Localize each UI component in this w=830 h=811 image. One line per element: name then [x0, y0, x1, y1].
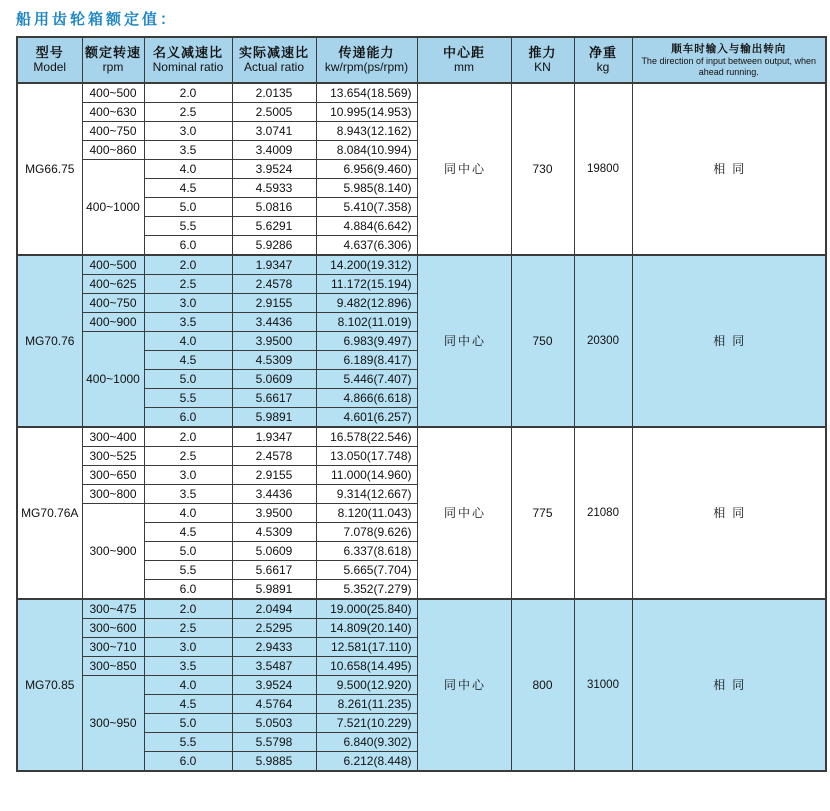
col-header-net-weight-zh: 净重: [588, 44, 617, 60]
rated-speed-cell: 400~625: [82, 275, 144, 294]
capacity-cell: 13.654(18.569): [316, 83, 417, 103]
col-header-nominal-ratio-en: Nominal ratio: [152, 60, 224, 75]
col-header-model: [17, 37, 82, 83]
nominal-ratio-cell: 2.5: [144, 275, 232, 294]
nominal-ratio-cell: 5.5: [144, 561, 232, 580]
nominal-ratio-cell: 4.0: [144, 160, 232, 179]
col-header-capacity: [316, 37, 417, 83]
capacity-cell: 5.665(7.704): [316, 561, 417, 580]
direction-cell: 相同: [632, 83, 826, 255]
actual-ratio-cell: 3.9500: [232, 332, 316, 351]
nominal-ratio-cell: 3.5: [144, 313, 232, 332]
capacity-cell: 5.446(7.407): [316, 370, 417, 389]
capacity-cell: 4.866(6.618): [316, 389, 417, 408]
capacity-cell: 12.581(17.110): [316, 638, 417, 657]
center-distance-cell: 同中心: [417, 255, 511, 427]
nominal-ratio-cell: 4.5: [144, 351, 232, 370]
rated-speed-cell: 400~630: [82, 103, 144, 122]
col-header-model-en: Model: [33, 60, 67, 75]
nominal-ratio-cell: 2.0: [144, 599, 232, 619]
actual-ratio-cell: 4.5309: [232, 351, 316, 370]
actual-ratio-cell: 5.6617: [232, 389, 316, 408]
capacity-cell: 13.050(17.748): [316, 447, 417, 466]
nominal-ratio-cell: 3.5: [144, 657, 232, 676]
actual-ratio-cell: 5.9891: [232, 580, 316, 600]
col-header-thrust-en: KN: [534, 60, 551, 75]
net-weight-cell: 20300: [574, 255, 632, 427]
actual-ratio-cell: 2.4578: [232, 275, 316, 294]
actual-ratio-cell: 5.6617: [232, 561, 316, 580]
nominal-ratio-cell: 2.5: [144, 447, 232, 466]
capacity-cell: 6.840(9.302): [316, 733, 417, 752]
col-header-actual-ratio-en: Actual ratio: [243, 60, 305, 75]
capacity-cell: 19.000(25.840): [316, 599, 417, 619]
rated-speed-cell: 400~500: [82, 83, 144, 103]
actual-ratio-cell: 5.0609: [232, 542, 316, 561]
direction-cell: 相同: [632, 599, 826, 771]
actual-ratio-cell: 5.9891: [232, 408, 316, 428]
nominal-ratio-cell: 4.0: [144, 332, 232, 351]
col-header-actual-ratio: [232, 37, 316, 83]
center-distance-cell: 同中心: [417, 427, 511, 599]
col-header-nominal-ratio: [144, 37, 232, 83]
rated-speed-cell: 300~525: [82, 447, 144, 466]
nominal-ratio-cell: 4.5: [144, 523, 232, 542]
actual-ratio-cell: 3.5487: [232, 657, 316, 676]
col-header-nominal-ratio-zh: 名义减速比: [152, 44, 223, 60]
model-cell: MG70.76: [17, 255, 82, 427]
page-title: 船用齿轮箱额定值：: [16, 11, 179, 28]
nominal-ratio-cell: 5.0: [144, 714, 232, 733]
col-header-center-distance: [417, 37, 511, 83]
col-header-capacity-en: kw/rpm(ps/rpm): [324, 60, 409, 75]
rated-speed-cell: 400~500: [82, 255, 144, 275]
actual-ratio-cell: 3.4436: [232, 313, 316, 332]
actual-ratio-cell: 5.0609: [232, 370, 316, 389]
nominal-ratio-cell: 4.0: [144, 504, 232, 523]
rated-speed-cell: 400~750: [82, 294, 144, 313]
nominal-ratio-cell: 3.5: [144, 141, 232, 160]
col-header-center-distance-zh: 中心距: [442, 44, 485, 60]
nominal-ratio-cell: 5.0: [144, 542, 232, 561]
nominal-ratio-cell: 6.0: [144, 752, 232, 772]
capacity-cell: 6.189(8.417): [316, 351, 417, 370]
net-weight-cell: 31000: [574, 599, 632, 771]
actual-ratio-cell: 2.4578: [232, 447, 316, 466]
capacity-cell: 9.482(12.896): [316, 294, 417, 313]
capacity-cell: 6.956(9.460): [316, 160, 417, 179]
capacity-cell: 6.983(9.497): [316, 332, 417, 351]
rated-speed-cell: 300~475: [82, 599, 144, 619]
nominal-ratio-cell: 3.0: [144, 638, 232, 657]
rated-speed-cell: 400~900: [82, 313, 144, 332]
col-header-rpm-en: rpm: [102, 60, 124, 75]
rated-speed-cell: 400~750: [82, 122, 144, 141]
nominal-ratio-cell: 6.0: [144, 580, 232, 600]
capacity-cell: 8.102(11.019): [316, 313, 417, 332]
nominal-ratio-cell: 3.5: [144, 485, 232, 504]
table-row: [17, 255, 826, 275]
actual-ratio-cell: 2.9155: [232, 294, 316, 313]
thrust-cell: 800: [511, 599, 574, 771]
actual-ratio-cell: 5.0503: [232, 714, 316, 733]
actual-ratio-cell: 1.9347: [232, 427, 316, 447]
col-header-thrust-zh: 推力: [528, 44, 557, 60]
col-header-model-zh: 型号: [35, 44, 64, 60]
table-row: [17, 599, 826, 619]
nominal-ratio-cell: 2.5: [144, 619, 232, 638]
model-cell: MG70.76A: [17, 427, 82, 599]
capacity-cell: 8.261(11.235): [316, 695, 417, 714]
thrust-cell: 730: [511, 83, 574, 255]
actual-ratio-cell: 1.9347: [232, 255, 316, 275]
capacity-cell: 4.601(6.257): [316, 408, 417, 428]
table-body: [17, 83, 826, 771]
capacity-cell: 11.172(15.194): [316, 275, 417, 294]
actual-ratio-cell: 3.4009: [232, 141, 316, 160]
rated-speed-cell: 300~800: [82, 485, 144, 504]
table-row: [17, 83, 826, 103]
thrust-cell: 750: [511, 255, 574, 427]
capacity-cell: 16.578(22.546): [316, 427, 417, 447]
actual-ratio-cell: 4.5933: [232, 179, 316, 198]
direction-cell: 相同: [632, 255, 826, 427]
actual-ratio-cell: 3.9500: [232, 504, 316, 523]
rated-speed-cell: 400~860: [82, 141, 144, 160]
capacity-cell: 6.212(8.448): [316, 752, 417, 772]
rated-speed-cell: 300~600: [82, 619, 144, 638]
actual-ratio-cell: 3.9524: [232, 160, 316, 179]
actual-ratio-cell: 2.5295: [232, 619, 316, 638]
col-header-thrust: [511, 37, 574, 83]
actual-ratio-cell: 2.9155: [232, 466, 316, 485]
nominal-ratio-cell: 6.0: [144, 408, 232, 428]
capacity-cell: 10.658(14.495): [316, 657, 417, 676]
actual-ratio-cell: 4.5309: [232, 523, 316, 542]
nominal-ratio-cell: 6.0: [144, 236, 232, 256]
capacity-cell: 6.337(8.618): [316, 542, 417, 561]
nominal-ratio-cell: 5.0: [144, 370, 232, 389]
capacity-cell: 5.352(7.279): [316, 580, 417, 600]
rated-speed-cell: 300~850: [82, 657, 144, 676]
col-header-net-weight: [574, 37, 632, 83]
direction-cell: 相同: [632, 427, 826, 599]
table-row: [17, 427, 826, 447]
table-header: [17, 37, 826, 83]
rated-speed-cell: 300~710: [82, 638, 144, 657]
rated-speed-cell: 300~650: [82, 466, 144, 485]
nominal-ratio-cell: 3.0: [144, 466, 232, 485]
nominal-ratio-cell: 4.0: [144, 676, 232, 695]
capacity-cell: 10.995(14.953): [316, 103, 417, 122]
rated-speed-cell: 400~1000: [82, 332, 144, 428]
net-weight-cell: 21080: [574, 427, 632, 599]
actual-ratio-cell: 4.5764: [232, 695, 316, 714]
capacity-cell: 8.120(11.043): [316, 504, 417, 523]
col-header-direction: [632, 37, 826, 83]
nominal-ratio-cell: 5.5: [144, 217, 232, 236]
col-header-actual-ratio-zh: 实际减速比: [238, 44, 309, 60]
capacity-cell: 7.078(9.626): [316, 523, 417, 542]
actual-ratio-cell: 3.0741: [232, 122, 316, 141]
actual-ratio-cell: 2.0494: [232, 599, 316, 619]
nominal-ratio-cell: 2.5: [144, 103, 232, 122]
col-header-direction-zh: 顺车时输入与输出转向: [671, 42, 787, 55]
nominal-ratio-cell: 5.0: [144, 198, 232, 217]
actual-ratio-cell: 5.9286: [232, 236, 316, 256]
capacity-cell: 11.000(14.960): [316, 466, 417, 485]
capacity-cell: 9.314(12.667): [316, 485, 417, 504]
nominal-ratio-cell: 5.5: [144, 389, 232, 408]
capacity-cell: 14.200(19.312): [316, 255, 417, 275]
center-distance-cell: 同中心: [417, 83, 511, 255]
net-weight-cell: 19800: [574, 83, 632, 255]
nominal-ratio-cell: 4.5: [144, 179, 232, 198]
col-header-center-distance-en: mm: [454, 60, 474, 75]
center-distance-cell: 同中心: [417, 599, 511, 771]
nominal-ratio-cell: 4.5: [144, 695, 232, 714]
actual-ratio-cell: 5.6291: [232, 217, 316, 236]
col-header-direction-en: The direction of input between output, when ahead running.: [641, 55, 817, 77]
actual-ratio-cell: 2.5005: [232, 103, 316, 122]
capacity-cell: 14.809(20.140): [316, 619, 417, 638]
capacity-cell: 4.637(6.306): [316, 236, 417, 256]
header-row: [17, 37, 826, 83]
nominal-ratio-cell: 3.0: [144, 122, 232, 141]
col-header-net-weight-en: kg: [596, 60, 610, 75]
rated-speed-cell: 300~400: [82, 427, 144, 447]
actual-ratio-cell: 5.9885: [232, 752, 316, 772]
capacity-cell: 7.521(10.229): [316, 714, 417, 733]
capacity-cell: 8.943(12.162): [316, 122, 417, 141]
actual-ratio-cell: 3.4436: [232, 485, 316, 504]
actual-ratio-cell: 2.9433: [232, 638, 316, 657]
capacity-cell: 5.410(7.358): [316, 198, 417, 217]
rated-speed-cell: 400~1000: [82, 160, 144, 256]
thrust-cell: 775: [511, 427, 574, 599]
actual-ratio-cell: 3.9524: [232, 676, 316, 695]
col-header-rpm: [82, 37, 144, 83]
nominal-ratio-cell: 5.5: [144, 733, 232, 752]
capacity-cell: 8.084(10.994): [316, 141, 417, 160]
model-cell: MG66.75: [17, 83, 82, 255]
nominal-ratio-cell: 3.0: [144, 294, 232, 313]
actual-ratio-cell: 2.0135: [232, 83, 316, 103]
nominal-ratio-cell: 2.0: [144, 255, 232, 275]
actual-ratio-cell: 5.5798: [232, 733, 316, 752]
nominal-ratio-cell: 2.0: [144, 427, 232, 447]
nominal-ratio-cell: 2.0: [144, 83, 232, 103]
capacity-cell: 4.884(6.642): [316, 217, 417, 236]
actual-ratio-cell: 5.0816: [232, 198, 316, 217]
rated-speed-cell: 300~950: [82, 676, 144, 772]
col-header-rpm-zh: 额定转速: [84, 44, 141, 60]
capacity-cell: 9.500(12.920): [316, 676, 417, 695]
capacity-cell: 5.985(8.140): [316, 179, 417, 198]
rated-speed-cell: 300~900: [82, 504, 144, 600]
model-cell: MG70.85: [17, 599, 82, 771]
col-header-capacity-zh: 传递能力: [338, 44, 395, 60]
gearbox-rating-table: [16, 36, 827, 772]
